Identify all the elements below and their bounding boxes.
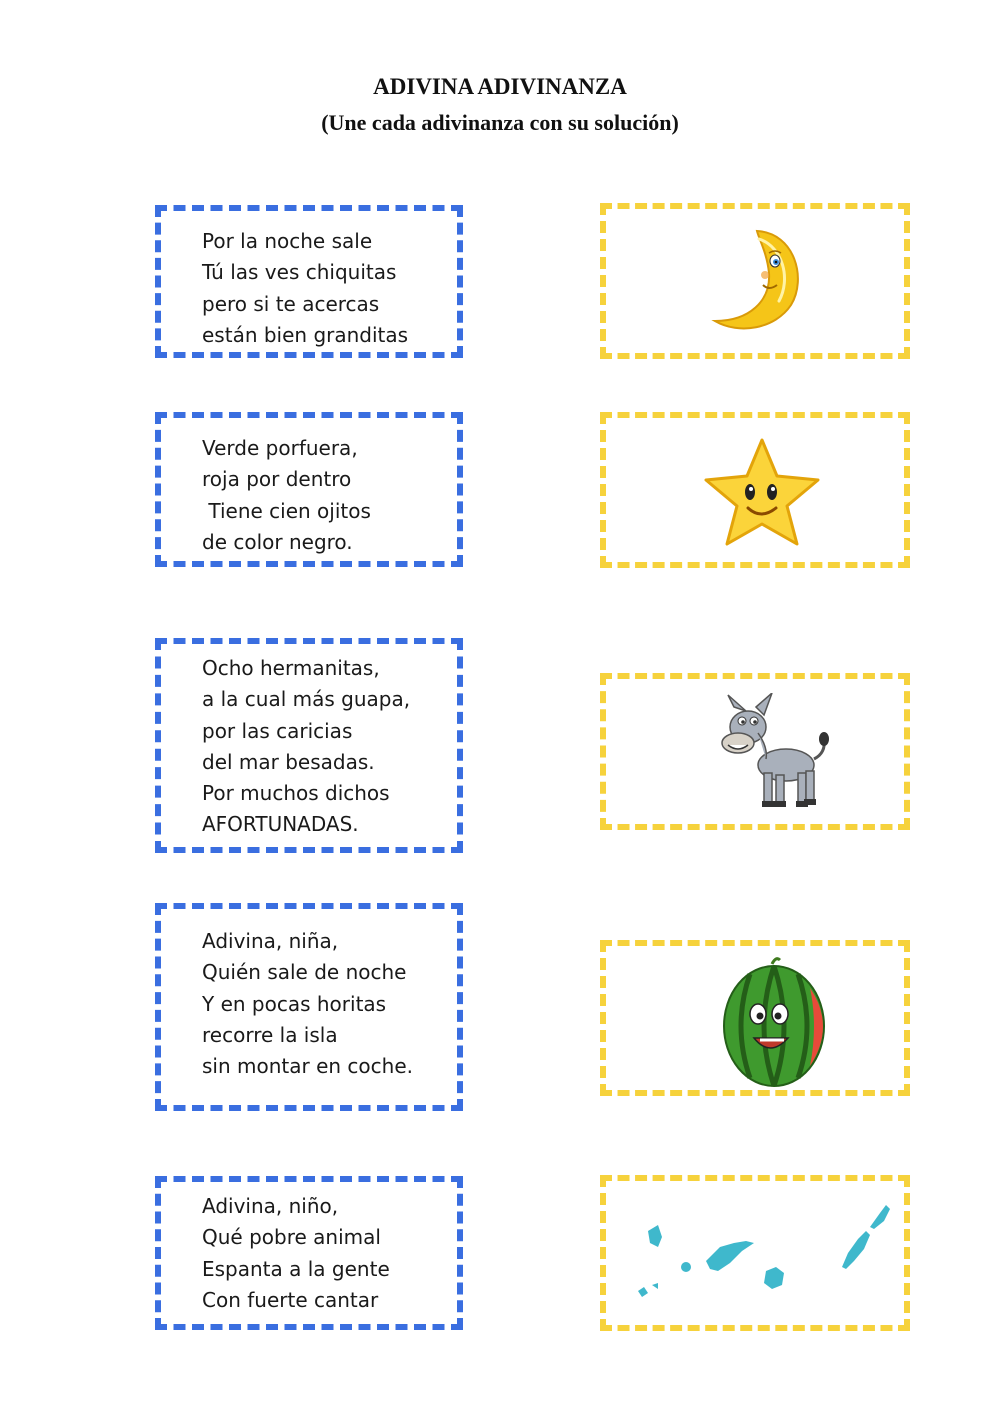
riddle-line: recorre la isla	[202, 1022, 338, 1047]
watermelon-icon	[714, 952, 838, 1088]
page-subtitle: (Une cada adivinanza con su solución)	[321, 110, 679, 135]
riddle-line: están bien granditas	[202, 322, 409, 347]
page-title: ADIVINA ADIVINANZA	[373, 74, 627, 99]
answer-card-watermelon[interactable]	[600, 940, 910, 1096]
riddle-line: Tú las ves chiquitas	[202, 260, 397, 285]
donkey-icon	[714, 693, 834, 815]
riddle-line: pero si te acercas	[202, 291, 380, 316]
riddle-line: Espanta a la gente	[202, 1256, 390, 1281]
riddle-line: Por la noche sale	[202, 229, 373, 253]
riddle-line: a la cual más guapa,	[202, 687, 411, 712]
riddle-line: Quién sale de noche	[202, 960, 407, 985]
riddle-line: Verde porfuera,	[202, 436, 358, 460]
answer-card-star[interactable]	[600, 412, 910, 568]
answer-card-islands-map[interactable]	[600, 1175, 910, 1331]
riddle-line: de color negro.	[202, 529, 353, 554]
riddle-card-5[interactable]	[155, 1176, 463, 1330]
riddle-line: sin montar en coche.	[202, 1054, 413, 1079]
riddle-line: roja por dentro	[202, 467, 352, 492]
answer-card-moon[interactable]	[600, 203, 910, 359]
riddle-line: Adivina, niña,	[202, 929, 339, 953]
canary-islands-map-icon	[634, 1197, 896, 1307]
riddle-line: Y en pocas horitas	[202, 991, 387, 1016]
riddle-line: AFORTUNADAS.	[202, 812, 359, 837]
riddle-line: del mar besadas.	[202, 749, 375, 774]
riddle-line: por las caricias	[202, 718, 353, 743]
riddle-card-4[interactable]	[155, 903, 463, 1111]
star-icon	[698, 434, 826, 550]
riddle-card-3[interactable]	[155, 638, 463, 853]
riddle-card-2[interactable]	[155, 412, 463, 567]
riddle-line: Tiene cien ojitos	[202, 498, 371, 523]
riddle-card-1[interactable]	[155, 205, 463, 358]
riddle-line: Por muchos dichos	[202, 781, 390, 806]
riddle-line: Con fuerte cantar	[202, 1287, 379, 1312]
riddle-line: Qué pobre animal	[202, 1225, 381, 1250]
riddle-line: Ocho hermanitas,	[202, 656, 380, 680]
answer-card-donkey[interactable]	[600, 673, 910, 830]
moon-icon	[709, 227, 807, 335]
riddle-line: Adivina, niño,	[202, 1194, 339, 1218]
